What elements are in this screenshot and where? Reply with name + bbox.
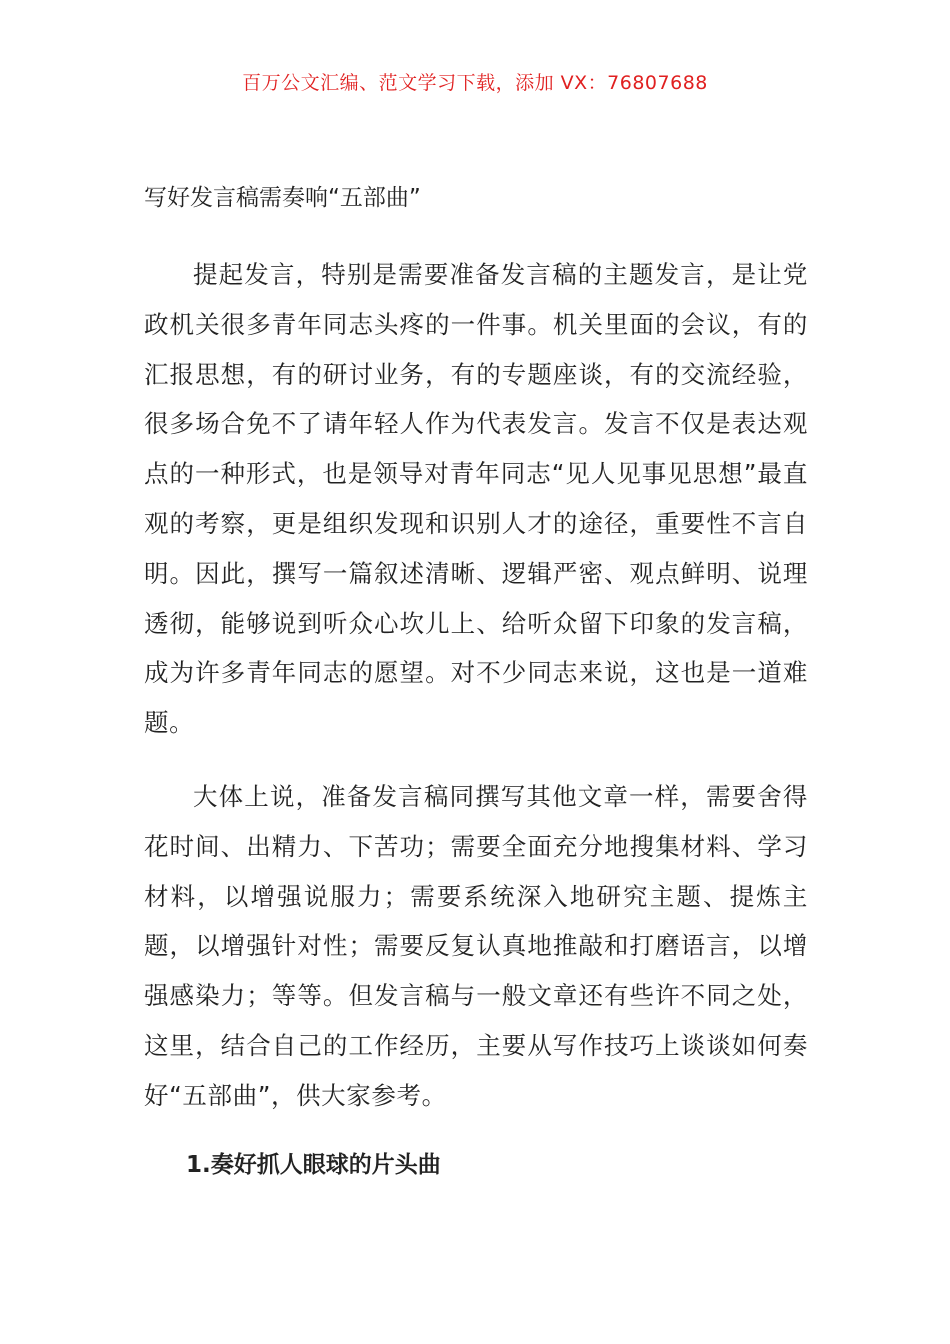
section-heading: 1.奏好抓人眼球的片头曲 xyxy=(186,1151,441,1178)
watermark-banner: 百万公文汇编、范文学习下载，添加 VX：76807688 xyxy=(242,72,708,94)
document-title: 写好发言稿需奏响“五部曲” xyxy=(144,185,421,211)
document-body xyxy=(144,180,808,1185)
paragraph-overview: 大体上说，准备发言稿同撰写其他文章一样，需要舍得花时间、出精力、下苦功；需要全面充分地搜集材料、学习材料，以增强说服力；需要系统深入地研究主题、提炼主题，以增强针对性；需要反复认真地推敲和打磨语言，以增强感染力；等等。但发言稿与一般文章还有些许不同之处，这里，结合自己的工作经历，主要从写作技巧上谈谈如何奏好“五部曲”，供大家参考。 xyxy=(144,781,808,1110)
paragraph-intro: 提起发言，特别是需要准备发言稿的主题发言，是让党政机关很多青年同志头疼的一件事。机关里面的会议，有的汇报思想，有的研讨业务，有的专题座谈，有的交流经验，很多场合免不了请年轻人作为代表发言。发言不仅是表达观点的一种形式，也是领导对青年同志“见人见事见思想”最直观的考察，更是组织发现和识别人才的途径，重要性不言自明。因此，撰写一篇叙述清晰、逻辑严密、观点鲜明、说理透彻，能够说到听众心坎儿上、给听众留下印象的发言稿，成为许多青年同志的愿望。对不少同志来说，这也是一道难题。 xyxy=(144,260,808,738)
